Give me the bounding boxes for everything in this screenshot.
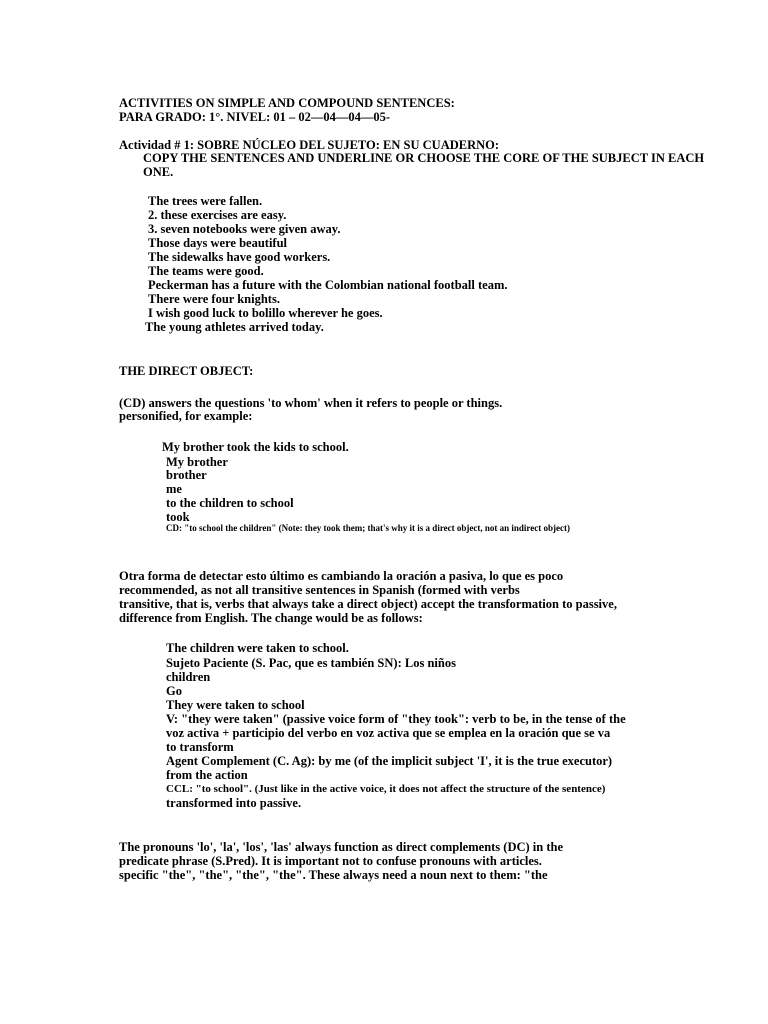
example-note: CD: "to school the children" (Note: they took them; that's why it is a direct object, not an indirect object) <box>166 523 570 533</box>
paragraph-line: transitive, that is, verbs that always take a direct object) accept the transformation to passive, <box>119 597 617 611</box>
activity-instruction: COPY THE SENTENCES AND UNDERLINE OR CHOOSE THE CORE OF THE SUBJECT IN EACH <box>143 151 705 165</box>
sentence-item: The trees were fallen. <box>148 194 263 208</box>
example-line: They were taken to school <box>166 698 305 712</box>
sentence-item: Those days were beautiful <box>148 236 288 250</box>
example-line: children <box>166 670 211 684</box>
example-line: took <box>166 510 190 524</box>
example-line: from the action <box>166 768 248 782</box>
sentence-item: The young athletes arrived today. <box>145 320 324 334</box>
section-heading: THE DIRECT OBJECT: <box>119 364 254 378</box>
paragraph-line: The pronouns 'lo', 'la', 'los', 'las' always function as direct complements (DC) in the <box>119 840 564 854</box>
sentence-item: There were four knights. <box>148 292 280 306</box>
paragraph-line: predicate phrase (S.Pred). It is important not to confuse pronouns with articles. <box>119 854 542 868</box>
sentence-item: The sidewalks have good workers. <box>148 250 331 264</box>
example-line: Go <box>166 684 182 698</box>
activity-heading: Actividad # 1: SOBRE NÚCLEO DEL SUJETO: EN SU CUADERNO: <box>119 138 500 152</box>
example-line: Sujeto Paciente (S. Pac, que es también SN): Los niños <box>166 656 456 670</box>
example-line: My brother <box>166 455 228 469</box>
sentence-item: The teams were good. <box>148 264 264 278</box>
document-title: ACTIVITIES ON SIMPLE AND COMPOUND SENTENCES: <box>119 96 455 110</box>
sentence-item: 3. seven notebooks were given away. <box>148 222 341 236</box>
example-line: My brother took the kids to school. <box>162 440 349 454</box>
example-line: transformed into passive. <box>166 796 302 810</box>
example-line: me <box>166 482 182 496</box>
sentence-item: I wish good luck to bolillo wherever he goes. <box>148 306 383 320</box>
grade-level-line: PARA GRADO: 1°. NIVEL: 01 – 02—04—04—05- <box>119 110 391 124</box>
paragraph-line: specific "the", "the", "the", "the". These always need a noun next to them: "the <box>119 868 548 882</box>
example-line: Agent Complement (C. Ag): by me (of the implicit subject 'I', it is the true executor) <box>166 754 613 768</box>
paragraph-line: recommended, as not all transitive sentences in Spanish (formed with verbs <box>119 583 520 597</box>
activity-instruction: ONE. <box>143 165 174 179</box>
example-line: to the children to school <box>166 496 294 510</box>
paragraph-line: Otra forma de detectar esto último es cambiando la oración a pasiva, lo que es poco <box>119 569 564 583</box>
example-line: V: "they were taken" (passive voice form of "they took": verb to be, in the tense of the <box>166 712 626 726</box>
example-line: The children were taken to school. <box>166 641 349 655</box>
example-line: CCL: "to school". (Just like in the active voice, it does not affect the structure of the sentence) <box>166 783 606 795</box>
example-line: voz activa + participio del verbo en voz activa que se emplea en la oración que se va <box>166 726 611 740</box>
example-line: brother <box>166 468 207 482</box>
sentence-item: Peckerman has a future with the Colombian national football team. <box>148 278 508 292</box>
paragraph-line: difference from English. The change would be as follows: <box>119 611 423 625</box>
paragraph-line: personified, for example: <box>119 409 253 423</box>
paragraph-line: (CD) answers the questions 'to whom' when it refers to people or things. <box>119 396 503 410</box>
example-line: to transform <box>166 740 234 754</box>
sentence-item: 2. these exercises are easy. <box>148 208 287 222</box>
